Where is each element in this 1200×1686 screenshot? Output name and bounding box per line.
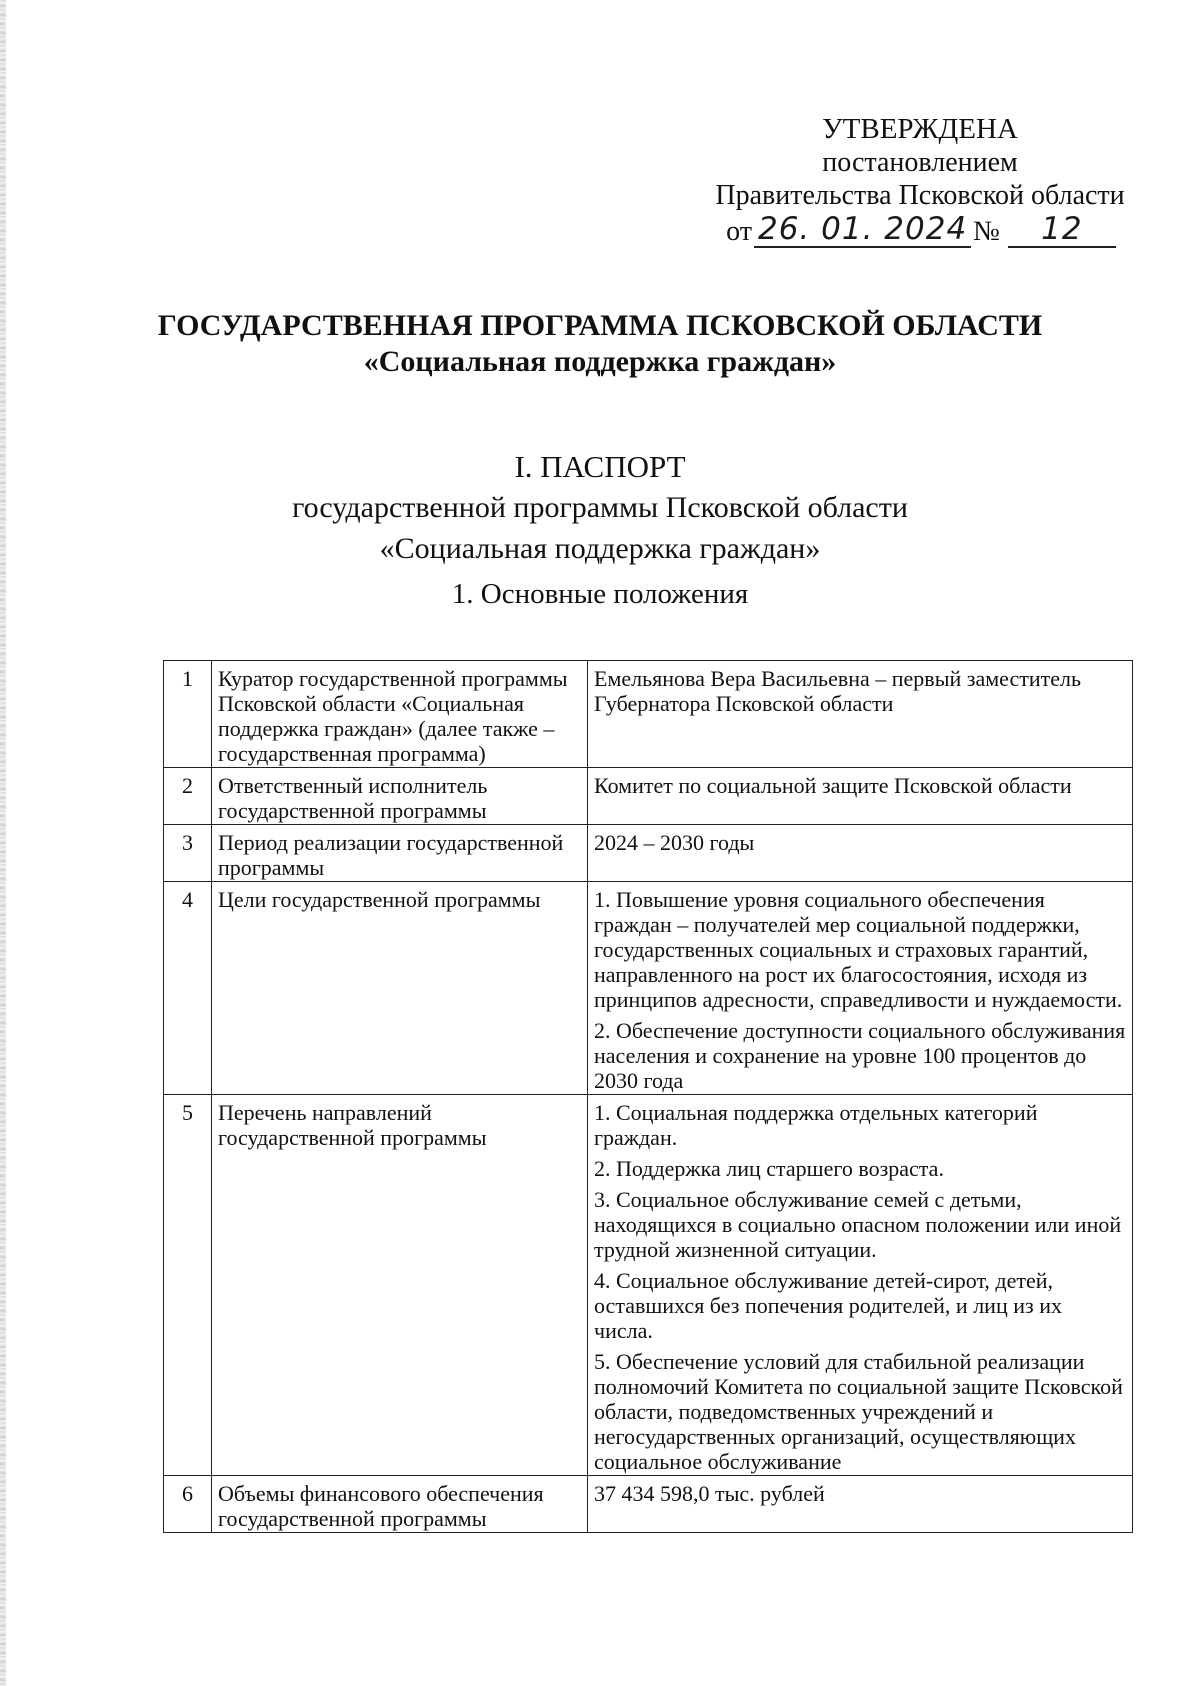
table-row: [164, 825, 1133, 882]
row-value: [588, 1476, 1133, 1533]
row-number: 6: [164, 1476, 212, 1533]
passport-line-2: «Социальная поддержка граждан»: [379, 532, 821, 565]
scan-edge: [0, 0, 6, 1686]
row-name: Объемы финансового обеспечения государственной программы: [212, 1476, 588, 1533]
passport-table: [163, 660, 1133, 1533]
row-number: 1: [164, 661, 212, 768]
row-number: 3: [164, 825, 212, 882]
row-value-paragraph: 1. Повышение уровня социального обеспечения граждан – получателей мер социальной поддержки, государственных социальных и страховых гарантий, направленного на рост их благосостояния, исходя из принципов адресности, справедливости и нуждаемости.: [594, 887, 1123, 1012]
program-title-line-1: ГОСУДАРСТВЕННАЯ ПРОГРАММА ПСКОВСКОЙ ОБЛАСТИ: [157, 309, 1043, 342]
section-title: 1. Основные положения: [451, 578, 749, 610]
table-row: [164, 882, 1133, 1095]
row-value: [588, 768, 1133, 825]
row-value-paragraph: 3. Социальное обслуживание семей с детьми, находящихся в социально опасном положении или иной трудной жизненной ситуации.: [594, 1187, 1122, 1262]
passport-heading: [0, 446, 1200, 569]
table-row: [164, 661, 1133, 768]
row-value: [588, 661, 1133, 768]
approval-date-line: [724, 212, 1116, 248]
row-value-paragraph: 1. Социальная поддержка отдельных категорий граждан.: [594, 1100, 1038, 1150]
table-row: [164, 1095, 1133, 1476]
approval-line-2: Правительства Псковской области: [715, 180, 1125, 211]
row-value: [588, 1095, 1133, 1476]
row-value-paragraph: 2024 – 2030 годы: [594, 830, 755, 855]
row-value-paragraph: 4. Социальное обслуживание детей-сирот, детей, оставшихся без попечения родителей, и лиц из их числа.: [594, 1268, 1062, 1343]
row-name: Ответственный исполнитель государственной программы: [212, 768, 588, 825]
row-value-paragraph: 5. Обеспечение условий для стабильной реализации полномочий Комитета по социальной защите Псковской области, подведомственных учреждений и негосударственных организаций, осуществляющих социальное обслуживание: [594, 1349, 1123, 1474]
row-value-paragraph: 37 434 598,0 тыс. рублей: [594, 1481, 825, 1506]
row-name: Цели государственной программы: [212, 882, 588, 1095]
row-number: 5: [164, 1095, 212, 1476]
row-number: 4: [164, 882, 212, 1095]
approval-line-1: постановлением: [822, 147, 1018, 178]
row-name: Куратор государственной программы Псковской области «Социальная поддержка граждан» (далее также – государственная программа): [212, 661, 588, 768]
row-name: Период реализации государственной программы: [212, 825, 588, 882]
program-title-line-2: «Социальная поддержка граждан»: [363, 345, 837, 378]
program-title: [0, 308, 1200, 380]
approval-title: УТВЕРЖДЕНА: [822, 113, 1018, 145]
passport-title: I. ПАСПОРТ: [514, 449, 686, 484]
row-value-paragraph: 2. Поддержка лиц старшего возраста.: [594, 1156, 944, 1181]
row-value-paragraph: Комитет по социальной защите Псковской области: [594, 773, 1072, 798]
row-value-paragraph: 2. Обеспечение доступности социального обслуживания населения и сохранение на уровне 100 процентов до 2030 года: [594, 1018, 1126, 1093]
passport-line-1: государственной программы Псковской области: [292, 491, 908, 524]
handwritten-number: 12: [1008, 212, 1116, 248]
row-value-paragraph: Емельянова Вера Васильевна – первый заместитель Губернатора Псковской области: [594, 666, 1081, 716]
number-prefix: №: [973, 216, 1000, 247]
approval-stamp: [700, 113, 1140, 248]
row-name: Перечень направлений государственной программы: [212, 1095, 588, 1476]
row-value: [588, 882, 1133, 1095]
row-number: 2: [164, 768, 212, 825]
date-prefix: от: [726, 216, 752, 247]
table-row: [164, 768, 1133, 825]
row-value: [588, 825, 1133, 882]
handwritten-date: 26. 01. 2024: [754, 212, 971, 248]
table-row: [164, 1476, 1133, 1533]
